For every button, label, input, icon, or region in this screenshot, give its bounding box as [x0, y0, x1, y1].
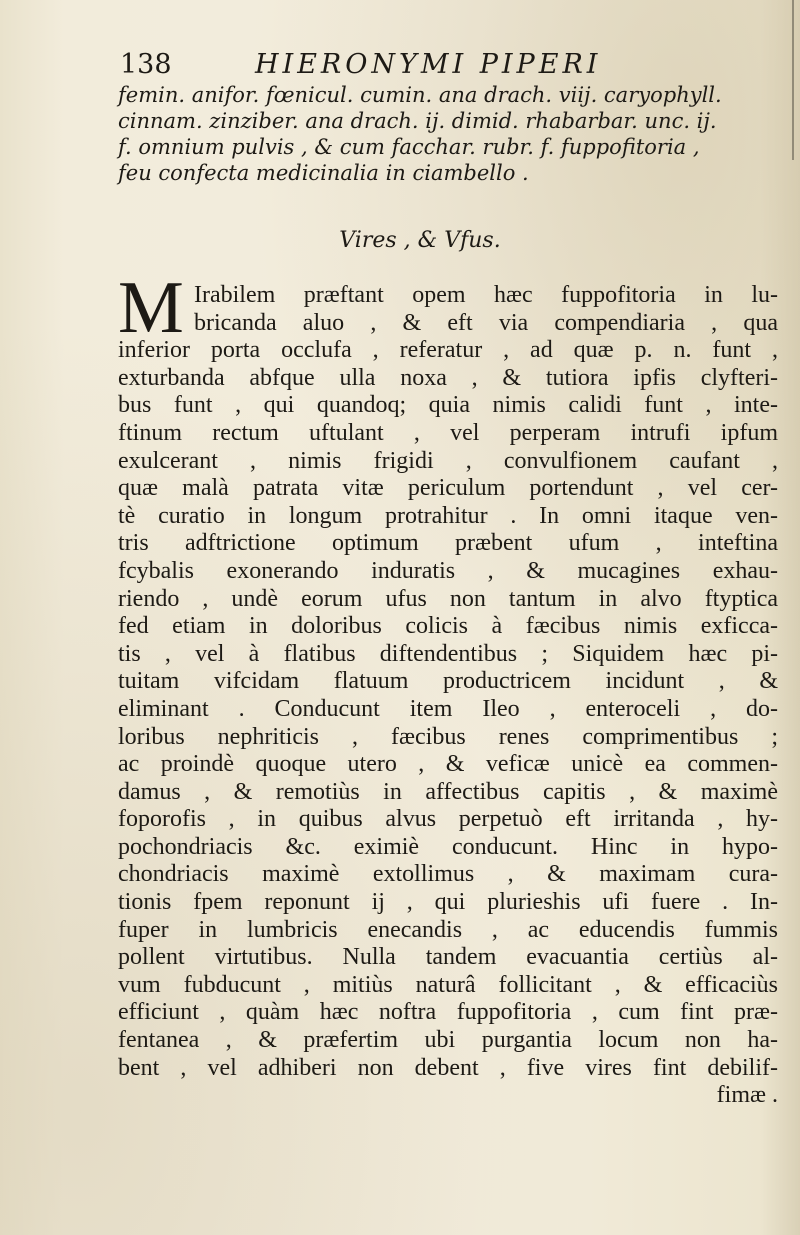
text-line: eliminant . Conducunt item Ileo , enteroceli , do-: [118, 695, 778, 722]
text-line: bus funt , qui quandoq; quia nimis calidi funt , inte-: [118, 392, 778, 419]
drop-cap: M: [118, 267, 184, 349]
text-line: fuper in lumbricis enecandis , ac educendis fummis: [118, 916, 778, 943]
text-line: chondriacis maximè extollimus , & maximam cura-: [118, 861, 778, 888]
text-line: riendo , undè eorum ufus non tantum in alvo ftyptica: [118, 585, 778, 612]
text-line: bricanda aluo , & eft via compendiaria , qua: [194, 309, 778, 336]
text-line: ac proindè quoque utero , & veficæ unicè ea commen-: [118, 751, 778, 778]
text-line: damus , & remotiùs in affectibus capitis , & maximè: [118, 778, 778, 805]
text-line: fimæ .: [716, 1082, 778, 1109]
recipe-line: feu confecta medicinalia in ciambello .: [118, 161, 529, 185]
recipe-line: f. omnium pulvis , & cum facchar. rubr. f. fuppofitoria ,: [118, 135, 700, 159]
text-line: exturbanda abfque ulla noxa , & tutiora ipfis clyfteri-: [118, 364, 778, 391]
text-line: tis , vel à flatibus diftendentibus ; Siquidem hæc pi-: [118, 640, 778, 667]
recipe-line: femin. anifor. fœnicul. cumin. ana drach. viij. caryophyll.: [118, 83, 722, 107]
text-line: foporofis , in quibus alvus perpetuò eft irritanda , hy-: [118, 806, 778, 833]
text-line: loribus nephriticis , fæcibus renes comprimentibus ;: [118, 723, 778, 750]
section-heading: Vires , & Vfus.: [339, 228, 501, 253]
text-line: tè curatio in longum protrahitur . In omni itaque ven-: [118, 502, 778, 529]
page-edge-shadow: [792, 0, 794, 160]
text-line: vum fubducunt , mitiùs naturâ follicitant , & efficaciùs: [118, 971, 778, 998]
body-paragraph: [118, 282, 778, 1110]
recipe-block: [118, 82, 768, 186]
text-line: Irabilem præftant opem hæc fuppofitoria in lu-: [194, 282, 778, 308]
text-line: fentanea , & præfertim ubi purgantia locum non ha-: [118, 1027, 778, 1054]
text-line: pollent virtutibus. Nulla tandem evacuantia certiùs al-: [118, 944, 778, 971]
page-number: 138: [120, 49, 172, 80]
text-line: pochondriacis &c. eximiè conducunt. Hinc in hypo-: [118, 833, 778, 860]
running-head: [120, 45, 720, 85]
text-line: quæ malà patrata vitæ periculum portendunt , vel cer-: [118, 475, 778, 502]
text-line: efficiunt , quàm hæc noftra fuppofitoria , cum fint præ-: [118, 999, 778, 1026]
recipe-line: cinnam. zinziber. ana drach. ij. dimid. rhabarbar. unc. ij.: [118, 109, 717, 133]
text-line: exulcerant , nimis frigidi , convulfionem caufant ,: [118, 447, 778, 474]
text-line: fed etiam in doloribus colicis à fæcibus nimis exficca-: [118, 613, 778, 640]
text-line: inferior porta occlufa , referatur , ad quæ p. n. funt ,: [118, 337, 778, 364]
text-line: tuitam vifcidam flatuum productricem incidunt , &: [118, 668, 778, 695]
author-running-head: HIERONYMI PIPERI: [255, 49, 602, 80]
text-line: bent , vel adhiberi non debent , five vires fint debilif-: [118, 1054, 778, 1081]
text-line: tionis fpem reponunt ij , qui plurieshis ufi fuere . In-: [118, 889, 778, 916]
text-line: ftinum rectum uftulant , vel perperam intrufi ipfum: [118, 419, 778, 446]
text-line: fcybalis exonerando induratis , & mucagines exhau-: [118, 557, 778, 584]
text-line: tris adftrictione optimum præbent ufum , inteftina: [118, 530, 778, 557]
